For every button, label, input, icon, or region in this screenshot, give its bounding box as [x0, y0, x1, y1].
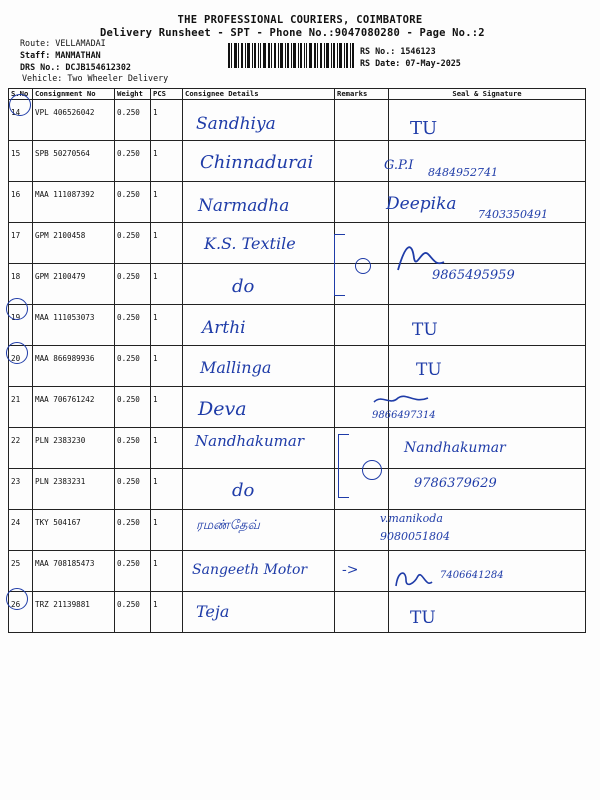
column-header-remarks: Remarks [335, 89, 389, 100]
weight-cell: 0.250 [117, 149, 140, 158]
table-row [9, 469, 586, 510]
sno-cell: 14 [11, 108, 21, 117]
sno-cell: 18 [11, 272, 21, 281]
rs-date: RS Date: 07-May-2025 [360, 58, 461, 68]
sno-cell: 26 [11, 600, 21, 609]
column-header-sno: S.No [9, 89, 33, 100]
handwritten-phone: 9865495959 [432, 268, 515, 283]
handwritten-arrow: -> [342, 562, 359, 578]
weight-cell: 0.250 [117, 436, 140, 445]
pcs-cell: 1 [153, 436, 158, 445]
sno-circle-mark [6, 588, 28, 610]
runsheet-title: Delivery Runsheet - SPT - Phone No.:9047080280 - Page No.:2 [100, 27, 485, 39]
group-bracket [334, 234, 345, 296]
sno-cell: 19 [11, 313, 21, 322]
barcode-image [228, 43, 354, 68]
weight-cell: 0.250 [117, 190, 140, 199]
sno-cell: 24 [11, 518, 21, 527]
consignment-cell: GPM 2100458 [35, 231, 86, 240]
pcs-cell: 1 [153, 354, 158, 363]
pcs-cell: 1 [153, 559, 158, 568]
drs-number: DRS No.: DCJB154612302 [20, 62, 131, 72]
consignment-cell: TRZ 21139881 [35, 600, 90, 609]
column-header-consignee: Consignee Details [183, 89, 335, 100]
column-header-consignment: Consignment No [33, 89, 115, 100]
table-row [9, 387, 586, 428]
remark-circle-mark [355, 258, 371, 274]
handwritten-name: Sandhiya [196, 114, 276, 134]
weight-cell: 0.250 [117, 313, 140, 322]
sno-circle-mark [6, 298, 28, 320]
weight-cell: 0.250 [117, 600, 140, 609]
handwritten-phone: 8484952741 [428, 166, 498, 179]
pcs-cell: 1 [153, 518, 158, 527]
sno-cell: 15 [11, 149, 21, 158]
handwritten-phone: 7406641284 [440, 570, 504, 581]
handwritten-signature: TU [412, 320, 438, 340]
remark-circle-mark [362, 460, 382, 480]
handwritten-signature: TU [416, 360, 442, 380]
column-header-pcs: PCS [151, 89, 183, 100]
consignment-cell: SPB 50270564 [35, 149, 90, 158]
consignment-cell: TKY 504167 [35, 518, 81, 527]
handwritten-signature: TU [410, 608, 436, 628]
handwritten-name: Narmadha [198, 196, 290, 216]
table-row [9, 346, 586, 387]
weight-cell: 0.250 [117, 518, 140, 527]
pcs-cell: 1 [153, 231, 158, 240]
handwritten-name: ரமண்தேவ் [196, 518, 260, 533]
weight-cell: 0.250 [117, 559, 140, 568]
handwritten-name: Chinnadurai [200, 152, 314, 173]
weight-cell: 0.250 [117, 354, 140, 363]
company-title: THE PROFESSIONAL COURIERS, COIMBATORE [177, 14, 423, 26]
column-header-weight: Weight [115, 89, 151, 100]
handwritten-name: Nandhakumar [195, 432, 305, 450]
handwritten-name: Mallinga [200, 358, 272, 377]
sno-cell: 21 [11, 395, 21, 404]
consignment-cell: MAA 111087392 [35, 190, 95, 199]
pcs-cell: 1 [153, 395, 158, 404]
pcs-cell: 1 [153, 108, 158, 117]
sno-cell: 23 [11, 477, 21, 486]
pcs-cell: 1 [153, 313, 158, 322]
consignment-cell: MAA 708185473 [35, 559, 95, 568]
handwritten-name: Teja [196, 602, 230, 621]
handwritten-phone: 9866497314 [372, 410, 436, 421]
handwritten-name: Sangeeth Motor [192, 562, 308, 578]
handwritten-phone: 9080051804 [380, 530, 450, 543]
handwritten-name: Deva [198, 398, 247, 420]
staff-label: Staff: MANMATHAN [20, 50, 101, 60]
handwritten-signature: Nandhakumar [404, 440, 506, 456]
handwritten-name: do [232, 480, 255, 501]
pcs-cell: 1 [153, 272, 158, 281]
handwritten-name: Arthi [202, 318, 246, 338]
column-header-signature: Seal & Signature [389, 89, 586, 100]
weight-cell: 0.250 [117, 395, 140, 404]
pcs-cell: 1 [153, 600, 158, 609]
consignment-cell: PLN 2383230 [35, 436, 86, 445]
weight-cell: 0.250 [117, 108, 140, 117]
sno-circle-mark [9, 94, 31, 116]
handwritten-signature: v.manikoda [380, 512, 443, 525]
handwritten-name: do [232, 276, 255, 297]
consignment-cell: VPL 406526042 [35, 108, 95, 117]
handwritten-name: K.S. Textile [204, 234, 296, 253]
consignment-cell: MAA 866989936 [35, 354, 95, 363]
handwritten-signature: TU [410, 118, 438, 139]
route-label: Route: VELLAMADAI [20, 38, 106, 48]
table-row [9, 100, 586, 141]
sno-circle-mark [6, 342, 28, 364]
pcs-cell: 1 [153, 477, 158, 486]
weight-cell: 0.250 [117, 477, 140, 486]
consignment-cell: MAA 111053073 [35, 313, 95, 322]
consignment-cell: MAA 706761242 [35, 395, 95, 404]
weight-cell: 0.250 [117, 231, 140, 240]
table-row [9, 592, 586, 633]
group-bracket [338, 434, 349, 498]
rs-number: RS No.: 1546123 [360, 46, 436, 56]
consignment-cell: PLN 2383231 [35, 477, 86, 486]
handwritten-phone: 9786379629 [414, 476, 497, 491]
handwritten-signature: Deepika [386, 194, 457, 214]
table-header-row [9, 89, 586, 100]
pcs-cell: 1 [153, 190, 158, 199]
table-row [9, 510, 586, 551]
signature-scribble [372, 392, 430, 408]
sno-cell: 25 [11, 559, 21, 568]
signature-scribble [392, 566, 434, 592]
handwritten-phone: 7403350491 [478, 208, 548, 221]
weight-cell: 0.250 [117, 272, 140, 281]
table-row [9, 223, 586, 264]
vehicle-label: Vehicle: Two Wheeler Delivery [22, 73, 169, 83]
sno-cell: 22 [11, 436, 21, 445]
table-row [9, 305, 586, 346]
handwritten-signature: G.P.I [384, 158, 414, 173]
pcs-cell: 1 [153, 149, 158, 158]
sno-cell: 16 [11, 190, 21, 199]
sno-cell: 17 [11, 231, 21, 240]
consignment-cell: GPM 2100479 [35, 272, 86, 281]
sno-cell: 20 [11, 354, 21, 363]
